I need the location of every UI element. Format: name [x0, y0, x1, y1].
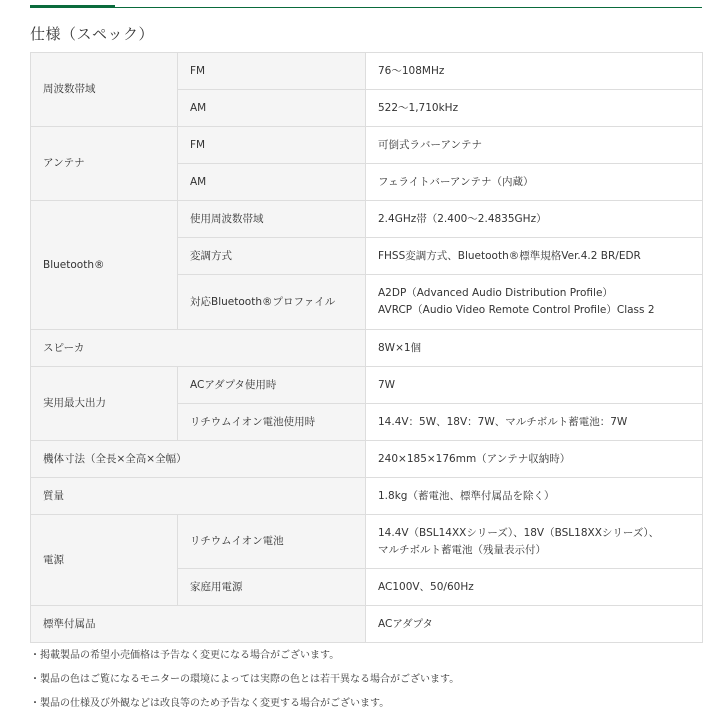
spec-value: 可倒式ラバーアンテナ	[366, 127, 703, 164]
spec-value: FHSS変調方式、Bluetooth®標準規格Ver.4.2 BR/EDR	[366, 238, 703, 275]
spec-subcategory: 変調方式	[178, 238, 366, 275]
spec-subcategory: FM	[178, 127, 366, 164]
table-row	[31, 367, 703, 404]
spec-category: 電源	[31, 515, 178, 606]
table-row	[31, 606, 703, 643]
spec-subcategory: 使用周波数帯域	[178, 201, 366, 238]
spec-value: A2DP（Advanced Audio Distribution Profile） AVRCP（Audio Video Remote Control Profile）Class 2	[366, 275, 703, 330]
spec-value: フェライトバーアンテナ（内蔵）	[366, 164, 703, 201]
spec-subcategory: AM	[178, 164, 366, 201]
table-row	[31, 127, 703, 164]
spec-category: Bluetooth®	[31, 201, 178, 330]
section-title: 仕様（スペック）	[30, 25, 155, 43]
spec-category: 標準付属品	[31, 606, 366, 643]
spec-value: 14.4V（BSL14XXシリーズ）、18V（BSL18XXシリーズ）、 マルチボルト蓄電池（残量表示付）	[366, 515, 703, 569]
table-row	[31, 515, 703, 569]
spec-value: 522～1,710kHz	[366, 90, 703, 127]
spec-value: 7W	[366, 367, 703, 404]
spec-value: 8W×1個	[366, 330, 703, 367]
spec-subcategory: AM	[178, 90, 366, 127]
spec-category: スピーカ	[31, 330, 366, 367]
spec-subcategory: ACアダプタ使用時	[178, 367, 366, 404]
spec-value: AC100V、50/60Hz	[366, 569, 703, 606]
spec-subcategory: 対応Bluetooth®プロファイル	[178, 275, 366, 330]
spec-subcategory: 家庭用電源	[178, 569, 366, 606]
table-row	[31, 53, 703, 90]
spec-value: 240×185×176mm（アンテナ収納時）	[366, 441, 703, 478]
table-row	[31, 201, 703, 238]
note-item: ・製品の仕様及び外観などは改良等のため予告なく変更する場合がございます。	[30, 698, 390, 709]
table-row	[31, 330, 703, 367]
note-item: ・製品の色はご覧になるモニターの環境によっては実際の色とは若干異なる場合がございます。	[30, 674, 460, 685]
note-item: ・掲載製品の希望小売価格は予告なく変更になる場合がございます。	[30, 650, 340, 661]
table-row	[31, 478, 703, 515]
table-row	[31, 441, 703, 478]
spec-subcategory: FM	[178, 53, 366, 90]
header-divider	[30, 7, 702, 8]
spec-value: 2.4GHz帯（2.400～2.4835GHz）	[366, 201, 703, 238]
spec-category: アンテナ	[31, 127, 178, 201]
spec-value: 14.4V：5W、18V：7W、マルチボルト蓄電池：7W	[366, 404, 703, 441]
notes-list	[30, 649, 459, 721]
header-divider-accent	[30, 5, 115, 8]
spec-category: 実用最大出力	[31, 367, 178, 441]
spec-value: 76～108MHz	[366, 53, 703, 90]
spec-subcategory: リチウムイオン電池	[178, 515, 366, 569]
spec-value: ACアダプタ	[366, 606, 703, 643]
spec-value: 1.8kg（蓄電池、標準付属品を除く）	[366, 478, 703, 515]
spec-category: 機体寸法（全長×全高×全幅）	[31, 441, 366, 478]
spec-table	[30, 52, 703, 643]
spec-subcategory: リチウムイオン電池使用時	[178, 404, 366, 441]
spec-category: 質量	[31, 478, 366, 515]
spec-category: 周波数帯域	[31, 53, 178, 127]
